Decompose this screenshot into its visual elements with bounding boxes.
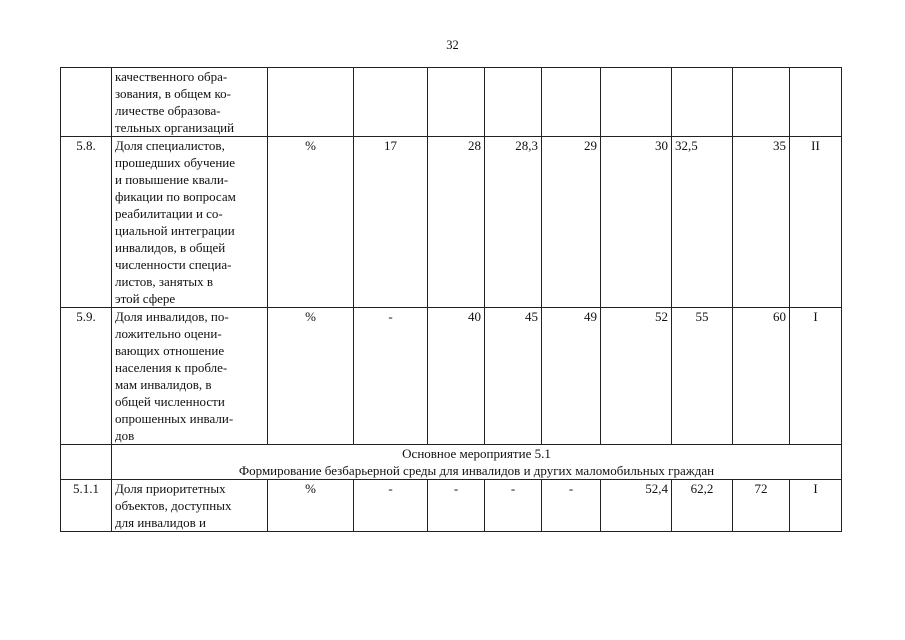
indicator-name: Доля специалистов, прошедших обучение и повышение квали- фикации по вопросам реабилитации и со- циальной интеграции инвалидов, в общей численности специа- листов, занятых в этой сфере xyxy=(112,137,268,308)
value-cell: 29 xyxy=(542,137,601,308)
table-row xyxy=(61,68,842,137)
value-cell: 28,3 xyxy=(485,137,542,308)
value-cell: - xyxy=(428,480,485,532)
value-cell: - xyxy=(354,480,428,532)
indicators-table xyxy=(60,67,842,532)
value-cell: 52,4 xyxy=(601,480,672,532)
value-cell xyxy=(354,68,428,137)
value-cell xyxy=(428,68,485,137)
value-cell xyxy=(672,68,733,137)
page-number: 32 xyxy=(446,38,459,52)
value-cell xyxy=(601,68,672,137)
unit-cell: % xyxy=(268,137,354,308)
value-cell: 40 xyxy=(428,308,485,445)
value-cell: 17 xyxy=(354,137,428,308)
value-cell: 60 xyxy=(733,308,790,445)
value-cell: 45 xyxy=(485,308,542,445)
section-heading xyxy=(112,445,842,480)
section-row xyxy=(61,445,842,480)
unit-cell xyxy=(268,68,354,137)
table-row xyxy=(61,308,842,445)
value-cell: - xyxy=(542,480,601,532)
row-number: 5.9. xyxy=(61,308,112,445)
value-cell: 52 xyxy=(601,308,672,445)
unit-cell: % xyxy=(268,308,354,445)
table-row xyxy=(61,480,842,532)
grade-cell xyxy=(790,68,842,137)
value-cell: 55 xyxy=(672,308,733,445)
value-cell xyxy=(733,68,790,137)
row-number xyxy=(61,68,112,137)
section-number-cell xyxy=(61,445,112,480)
section-title: Основное мероприятие 5.1 xyxy=(402,446,551,461)
row-number: 5.8. xyxy=(61,137,112,308)
unit-cell: % xyxy=(268,480,354,532)
value-cell: 62,2 xyxy=(672,480,733,532)
grade-cell: II xyxy=(790,137,842,308)
row-number: 5.1.1 xyxy=(61,480,112,532)
value-cell xyxy=(485,68,542,137)
value-cell: 30 xyxy=(601,137,672,308)
section-subtitle: Формирование безбарьерной среды для инвалидов и других маломобильных граждан xyxy=(238,463,715,478)
value-cell: 72 xyxy=(733,480,790,532)
table-row xyxy=(61,137,842,308)
indicator-name: Доля приоритетных объектов, доступных для инвалидов и xyxy=(112,480,268,532)
value-cell xyxy=(542,68,601,137)
value-cell: - xyxy=(485,480,542,532)
value-cell: 49 xyxy=(542,308,601,445)
value-cell: 32,5 xyxy=(672,137,733,308)
indicator-name: Доля инвалидов, по- ложительно оцени- вающих отношение населения к пробле- мам инвалидов, в общей численности опрошенных инвали- дов xyxy=(112,308,268,445)
indicator-name: качественного обра- зования, в общем ко- личестве образова- тельных организаций xyxy=(112,68,268,137)
value-cell: - xyxy=(354,308,428,445)
grade-cell: I xyxy=(790,480,842,532)
value-cell: 35 xyxy=(733,137,790,308)
value-cell: 28 xyxy=(428,137,485,308)
grade-cell: I xyxy=(790,308,842,445)
